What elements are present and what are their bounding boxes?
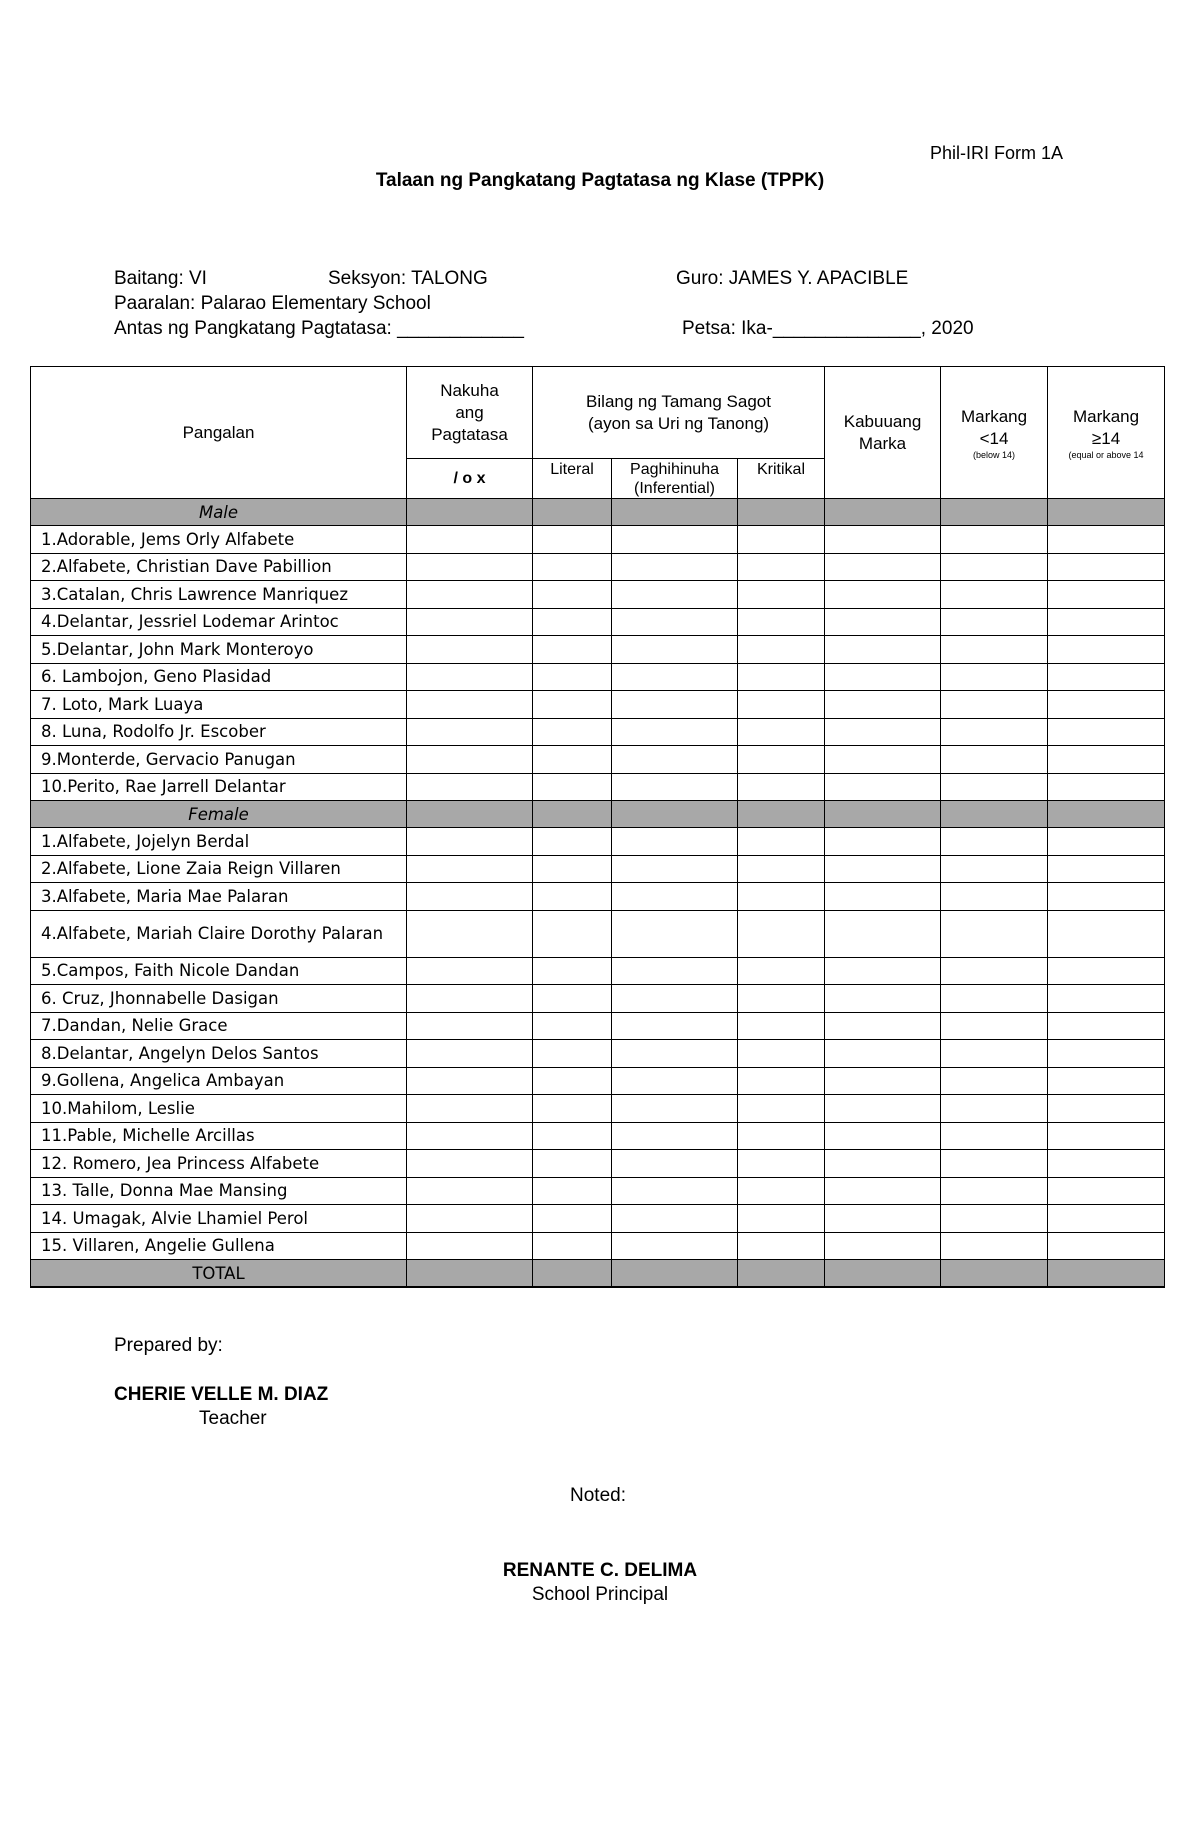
- score-cell: [825, 499, 941, 526]
- score-cell: [612, 855, 738, 883]
- female-section: [31, 801, 1165, 828]
- score-cell: [1048, 828, 1165, 856]
- score-cell: [825, 663, 941, 691]
- score-cell: [533, 1177, 612, 1205]
- score-cell: [825, 581, 941, 609]
- table-row: [31, 828, 1165, 856]
- score-cell: [1048, 1122, 1165, 1150]
- score-cell: [612, 553, 738, 581]
- score-cell: [407, 1177, 533, 1205]
- score-cell: [825, 1012, 941, 1040]
- score-cell: [1048, 1095, 1165, 1123]
- student-name-male: 2.Alfabete, Christian Dave Pabillion: [31, 553, 407, 581]
- school: Paaralan: Palarao Elementary School: [114, 293, 431, 314]
- score-cell: [533, 883, 612, 911]
- score-cell: [825, 801, 941, 828]
- score-cell: [1048, 773, 1165, 801]
- score-cell: [407, 985, 533, 1013]
- student-name-male: 3.Catalan, Chris Lawrence Manriquez: [31, 581, 407, 609]
- score-cell: [738, 883, 825, 911]
- student-name-male: 7. Loto, Mark Luaya: [31, 691, 407, 719]
- score-cell: [407, 663, 533, 691]
- score-cell: [738, 691, 825, 719]
- score-cell: [533, 746, 612, 774]
- score-cell: [1048, 883, 1165, 911]
- table-row: [31, 985, 1165, 1013]
- score-cell: [1048, 718, 1165, 746]
- date: Petsa: Ika-______________, 2020: [682, 318, 974, 339]
- score-cell: [738, 581, 825, 609]
- score-cell: [738, 746, 825, 774]
- score-cell: [407, 1205, 533, 1233]
- score-cell: [533, 910, 612, 957]
- table-row: [31, 1150, 1165, 1178]
- score-cell: [533, 553, 612, 581]
- score-cell: [738, 1260, 825, 1288]
- score-cell: [612, 1177, 738, 1205]
- score-cell: [941, 1260, 1048, 1288]
- score-cell: [738, 773, 825, 801]
- score-cell: [738, 499, 825, 526]
- score-cell: [738, 1040, 825, 1068]
- section: Seksyon: TALONG: [328, 268, 488, 289]
- score-cell: [533, 985, 612, 1013]
- table-row: [31, 746, 1165, 774]
- score-cell: [407, 608, 533, 636]
- table-row: [31, 1177, 1165, 1205]
- table-row: [31, 957, 1165, 985]
- score-cell: [738, 1122, 825, 1150]
- score-cell: [1048, 1232, 1165, 1260]
- score-cell: [407, 746, 533, 774]
- score-cell: [612, 1232, 738, 1260]
- score-cell: [825, 957, 941, 985]
- table-row: [31, 1012, 1165, 1040]
- score-cell: [1048, 1205, 1165, 1233]
- score-cell: [612, 1205, 738, 1233]
- score-cell: [533, 1095, 612, 1123]
- score-cell: [533, 1122, 612, 1150]
- student-name-female: 3.Alfabete, Maria Mae Palaran: [31, 883, 407, 911]
- score-cell: [407, 828, 533, 856]
- score-cell: [941, 1122, 1048, 1150]
- score-cell: [1048, 985, 1165, 1013]
- score-cell: [612, 526, 738, 554]
- table-row: [31, 718, 1165, 746]
- male-section-label: Male: [31, 499, 407, 526]
- score-cell: [1048, 581, 1165, 609]
- score-cell: [533, 691, 612, 719]
- student-name-female: 4.Alfabete, Mariah Claire Dorothy Palaran: [31, 910, 407, 957]
- header-kabuuang: Kabuuang Marka: [825, 367, 941, 499]
- score-cell: [533, 828, 612, 856]
- student-name-female: 2.Alfabete, Lione Zaia Reign Villaren: [31, 855, 407, 883]
- table-row: [31, 636, 1165, 664]
- score-cell: [941, 1177, 1048, 1205]
- score-cell: [738, 855, 825, 883]
- table-row: [31, 1232, 1165, 1260]
- score-cell: [941, 663, 1048, 691]
- score-cell: [941, 636, 1048, 664]
- score-cell: [825, 746, 941, 774]
- score-cell: [1048, 1150, 1165, 1178]
- score-cell: [1048, 636, 1165, 664]
- prepared-role: Teacher: [199, 1408, 267, 1429]
- score-cell: [533, 499, 612, 526]
- score-cell: [941, 1095, 1048, 1123]
- score-cell: [533, 1067, 612, 1095]
- header-markang-below: Markang <14 (below 14): [941, 367, 1048, 499]
- score-cell: [612, 691, 738, 719]
- score-cell: [612, 773, 738, 801]
- score-cell: [612, 718, 738, 746]
- score-cell: [407, 526, 533, 554]
- student-name-female: 8.Delantar, Angelyn Delos Santos: [31, 1040, 407, 1068]
- student-name-male: 9.Monterde, Gervacio Panugan: [31, 746, 407, 774]
- score-cell: [825, 1177, 941, 1205]
- student-name-female: 15. Villaren, Angelie Gullena: [31, 1232, 407, 1260]
- score-cell: [825, 553, 941, 581]
- score-cell: [941, 985, 1048, 1013]
- student-name-female: 9.Gollena, Angelica Ambayan: [31, 1067, 407, 1095]
- form-id: Phil-IRI Form 1A: [930, 143, 1064, 163]
- score-cell: [941, 828, 1048, 856]
- score-cell: [407, 957, 533, 985]
- score-cell: [1048, 1012, 1165, 1040]
- score-cell: [407, 636, 533, 664]
- student-name-female: 7.Dandan, Nelie Grace: [31, 1012, 407, 1040]
- table-row: [31, 526, 1165, 554]
- score-cell: [738, 985, 825, 1013]
- score-cell: [1048, 746, 1165, 774]
- score-cell: [407, 581, 533, 609]
- assessment-level: Antas ng Pangkatang Pagtatasa: ____________: [114, 318, 524, 339]
- student-name-female: 5.Campos, Faith Nicole Dandan: [31, 957, 407, 985]
- header-markang-above: Markang ≥14 (equal or above 14: [1048, 367, 1165, 499]
- score-cell: [612, 883, 738, 911]
- score-cell: [941, 746, 1048, 774]
- score-cell: [612, 499, 738, 526]
- score-cell: [825, 910, 941, 957]
- table-row: [31, 1067, 1165, 1095]
- score-cell: [533, 1232, 612, 1260]
- score-cell: [612, 1122, 738, 1150]
- score-cell: [612, 1150, 738, 1178]
- student-name-male: 1.Adorable, Jems Orly Alfabete: [31, 526, 407, 554]
- score-cell: [941, 1150, 1048, 1178]
- score-cell: [941, 691, 1048, 719]
- score-cell: [407, 883, 533, 911]
- student-name-male: 10.Perito, Rae Jarrell Delantar: [31, 773, 407, 801]
- header-bilang: Bilang ng Tamang Sagot (ayon sa Uri ng Tanong): [533, 367, 825, 459]
- score-cell: [738, 1232, 825, 1260]
- score-cell: [825, 608, 941, 636]
- score-cell: [1048, 691, 1165, 719]
- score-cell: [738, 608, 825, 636]
- score-cell: [738, 553, 825, 581]
- score-cell: [825, 1040, 941, 1068]
- score-cell: [407, 1067, 533, 1095]
- score-cell: [1048, 553, 1165, 581]
- score-cell: [825, 773, 941, 801]
- score-cell: [738, 1012, 825, 1040]
- table-row: [31, 910, 1165, 957]
- score-cell: [612, 608, 738, 636]
- score-cell: [941, 718, 1048, 746]
- score-cell: [407, 1012, 533, 1040]
- student-name-female: 12. Romero, Jea Princess Alfabete: [31, 1150, 407, 1178]
- table-row: [31, 883, 1165, 911]
- score-cell: [533, 608, 612, 636]
- table-row: [31, 581, 1165, 609]
- score-cell: [407, 553, 533, 581]
- score-cell: [1048, 957, 1165, 985]
- score-cell: [825, 1150, 941, 1178]
- score-cell: [407, 1040, 533, 1068]
- score-cell: [533, 718, 612, 746]
- score-cell: [941, 1067, 1048, 1095]
- score-cell: [533, 1260, 612, 1288]
- score-cell: [825, 1067, 941, 1095]
- score-cell: [533, 1012, 612, 1040]
- score-cell: [825, 1095, 941, 1123]
- score-cell: [612, 1012, 738, 1040]
- score-cell: [407, 718, 533, 746]
- score-cell: [825, 985, 941, 1013]
- score-cell: [941, 1232, 1048, 1260]
- score-cell: [941, 553, 1048, 581]
- score-cell: [533, 773, 612, 801]
- score-cell: [825, 1205, 941, 1233]
- score-cell: [407, 773, 533, 801]
- score-cell: [941, 526, 1048, 554]
- score-cell: [941, 1205, 1048, 1233]
- score-cell: [825, 691, 941, 719]
- score-cell: [738, 636, 825, 664]
- score-cell: [533, 581, 612, 609]
- table-row: [31, 1205, 1165, 1233]
- score-cell: [407, 1122, 533, 1150]
- score-cell: [825, 1122, 941, 1150]
- score-cell: [407, 691, 533, 719]
- score-cell: [612, 985, 738, 1013]
- score-cell: [533, 1040, 612, 1068]
- score-cell: [738, 526, 825, 554]
- score-cell: [1048, 855, 1165, 883]
- table-row: [31, 691, 1165, 719]
- score-cell: [407, 1150, 533, 1178]
- score-cell: [407, 499, 533, 526]
- score-cell: [533, 1205, 612, 1233]
- teacher: Guro: JAMES Y. APACIBLE: [676, 268, 909, 289]
- score-cell: [941, 957, 1048, 985]
- table-row: [31, 663, 1165, 691]
- score-cell: [612, 1095, 738, 1123]
- score-cell: [738, 1095, 825, 1123]
- score-cell: [738, 718, 825, 746]
- score-cell: [612, 636, 738, 664]
- table-row: [31, 1122, 1165, 1150]
- noted-name: RENANTE C. DELIMA: [502, 1560, 698, 1581]
- score-cell: [738, 1067, 825, 1095]
- score-cell: [1048, 608, 1165, 636]
- score-cell: [941, 608, 1048, 636]
- score-cell: [533, 1150, 612, 1178]
- score-cell: [941, 581, 1048, 609]
- score-cell: [1048, 499, 1165, 526]
- score-cell: [533, 801, 612, 828]
- score-cell: [941, 801, 1048, 828]
- score-cell: [612, 746, 738, 774]
- table-row: [31, 1095, 1165, 1123]
- table-row: [31, 855, 1165, 883]
- score-cell: [825, 1232, 941, 1260]
- score-cell: [612, 801, 738, 828]
- score-cell: [738, 1177, 825, 1205]
- header-name: Pangalan: [31, 367, 407, 499]
- score-cell: [738, 1150, 825, 1178]
- score-cell: [941, 855, 1048, 883]
- form-title: Talaan ng Pangkatang Pagtatasa ng Klase (TPPK): [375, 170, 825, 191]
- header-marks: / o x: [407, 459, 533, 499]
- student-name-female: 14. Umagak, Alvie Lhamiel Perol: [31, 1205, 407, 1233]
- score-cell: [941, 910, 1048, 957]
- score-cell: [825, 636, 941, 664]
- score-cell: [612, 1260, 738, 1288]
- score-cell: [407, 1260, 533, 1288]
- prepared-label: Prepared by:: [114, 1335, 223, 1356]
- score-cell: [1048, 663, 1165, 691]
- score-cell: [612, 1067, 738, 1095]
- score-cell: [1048, 1067, 1165, 1095]
- score-cell: [738, 663, 825, 691]
- score-cell: [738, 957, 825, 985]
- score-cell: [612, 828, 738, 856]
- student-name-male: 8. Luna, Rodolfo Jr. Escober: [31, 718, 407, 746]
- score-cell: [738, 828, 825, 856]
- score-cell: [825, 883, 941, 911]
- score-cell: [612, 1040, 738, 1068]
- score-cell: [407, 1095, 533, 1123]
- score-cell: [738, 801, 825, 828]
- score-cell: [533, 957, 612, 985]
- score-cell: [533, 855, 612, 883]
- table-row: [31, 773, 1165, 801]
- student-name-male: 4.Delantar, Jessriel Lodemar Arintoc: [31, 608, 407, 636]
- table-row: [31, 1040, 1165, 1068]
- score-cell: [533, 636, 612, 664]
- score-cell: [738, 1205, 825, 1233]
- header-kritikal: Kritikal: [738, 459, 825, 499]
- score-cell: [738, 910, 825, 957]
- table-row: [31, 553, 1165, 581]
- score-cell: [407, 801, 533, 828]
- score-cell: [407, 1232, 533, 1260]
- score-cell: [941, 1040, 1048, 1068]
- male-section: [31, 499, 1165, 526]
- score-cell: [941, 1012, 1048, 1040]
- score-cell: [407, 910, 533, 957]
- header-paghihinuha: Paghihinuha (Inferential): [612, 459, 738, 499]
- noted-label: Noted:: [570, 1485, 626, 1506]
- score-cell: [1048, 526, 1165, 554]
- total-row-label: TOTAL: [31, 1260, 407, 1288]
- score-cell: [1048, 1177, 1165, 1205]
- score-cell: [1048, 1040, 1165, 1068]
- student-name-male: 6. Lambojon, Geno Plasidad: [31, 663, 407, 691]
- score-cell: [612, 581, 738, 609]
- student-name-female: 11.Pable, Michelle Arcillas: [31, 1122, 407, 1150]
- noted-role: School Principal: [531, 1584, 669, 1605]
- student-name-female: 10.Mahilom, Leslie: [31, 1095, 407, 1123]
- score-cell: [612, 663, 738, 691]
- score-cell: [941, 773, 1048, 801]
- score-cell: [941, 883, 1048, 911]
- student-name-female: 13. Talle, Donna Mae Mansing: [31, 1177, 407, 1205]
- score-cell: [825, 1260, 941, 1288]
- student-name-female: 1.Alfabete, Jojelyn Berdal: [31, 828, 407, 856]
- header-literal: Literal: [533, 459, 612, 499]
- score-cell: [1048, 801, 1165, 828]
- score-cell: [1048, 910, 1165, 957]
- student-name-female: 6. Cruz, Jhonnabelle Dasigan: [31, 985, 407, 1013]
- score-cell: [1048, 1260, 1165, 1288]
- score-cell: [941, 499, 1048, 526]
- score-cell: [825, 526, 941, 554]
- score-cell: [825, 828, 941, 856]
- score-cell: [612, 957, 738, 985]
- table-row: [31, 608, 1165, 636]
- score-cell: [825, 718, 941, 746]
- prepared-name: CHERIE VELLE M. DIAZ: [114, 1384, 329, 1405]
- tppk-table: [30, 366, 1165, 1288]
- grade-level: Baitang: VI: [114, 268, 207, 289]
- total-row: [31, 1260, 1165, 1288]
- student-name-male: 5.Delantar, John Mark Monteroyo: [31, 636, 407, 664]
- score-cell: [533, 526, 612, 554]
- score-cell: [407, 855, 533, 883]
- header-nakuha: Nakuha ang Pagtatasa: [407, 367, 533, 459]
- female-section-label: Female: [31, 801, 407, 828]
- score-cell: [825, 855, 941, 883]
- score-cell: [612, 910, 738, 957]
- score-cell: [533, 663, 612, 691]
